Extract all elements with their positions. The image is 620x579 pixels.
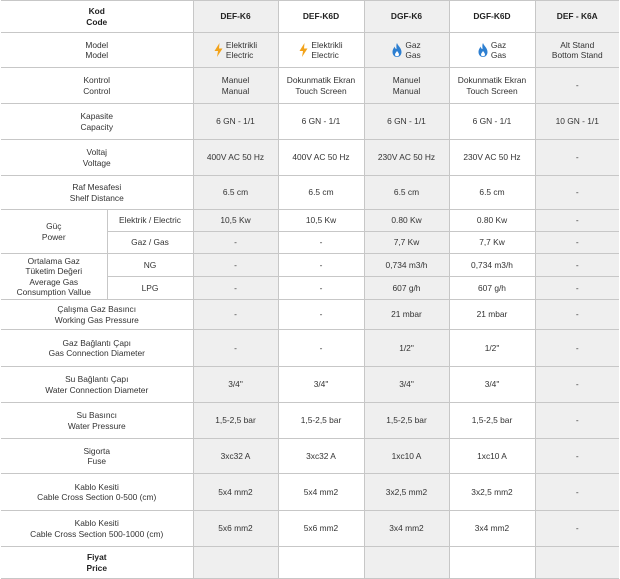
row-label-en: Cable Cross Section 500-1000 (cm) bbox=[30, 528, 164, 539]
water-pressure-label-cell bbox=[1, 403, 193, 439]
shelf-cell-1: 6.5 cm bbox=[193, 176, 278, 210]
gas-flame-icon bbox=[392, 43, 402, 57]
row-label-line: Consumption Vallue bbox=[16, 287, 91, 297]
voltage-cell-5: - bbox=[535, 140, 619, 176]
gas-connection-cell-5: - bbox=[535, 330, 619, 367]
voltage-cell-1: 400V AC 50 Hz bbox=[193, 140, 278, 176]
row-label-tr: Güç bbox=[46, 221, 62, 231]
power-electric-row bbox=[1, 210, 619, 232]
shelf-distance-row bbox=[1, 176, 619, 210]
power-electric-cell-4: 0.80 Kw bbox=[449, 210, 535, 232]
row-label-en: Capacity bbox=[80, 121, 114, 132]
product-header-5: DEF - K6A bbox=[535, 1, 619, 33]
fuse-cell-4: 1xc10 A bbox=[449, 439, 535, 474]
gas-pressure-cell-4: 21 mbar bbox=[449, 300, 535, 330]
model-line-1: Gaz bbox=[490, 39, 507, 50]
power-label-cell bbox=[1, 210, 107, 254]
product-header-1: DEF-K6 bbox=[193, 1, 278, 33]
gas-connection-cell-4: 1/2" bbox=[449, 330, 535, 367]
lightning-bolt-icon bbox=[299, 43, 308, 57]
power-gas-cell-1: - bbox=[193, 232, 278, 254]
model-line-1: Gaz bbox=[405, 39, 421, 50]
voltage-row bbox=[1, 140, 619, 176]
avg-gas-sub-label-lpg: LPG bbox=[107, 277, 193, 300]
row-label-tr: Fiyat bbox=[86, 552, 107, 562]
price-row bbox=[1, 547, 619, 579]
product-header-4: DGF-K6D bbox=[449, 1, 535, 33]
shelf-cell-3: 6.5 cm bbox=[364, 176, 449, 210]
row-label-tr: Su Basıncı bbox=[76, 410, 117, 420]
ng-cell-3: 0,734 m3/h bbox=[364, 254, 449, 277]
value-line-2: Touch Screen bbox=[466, 85, 518, 96]
lightning-bolt-icon bbox=[214, 43, 223, 57]
water-connection-cell-4: 3/4" bbox=[449, 367, 535, 403]
cable-1000-cell-2: 5x6 mm2 bbox=[278, 511, 364, 547]
shelf-label-cell bbox=[1, 176, 193, 210]
model-line-2: Electric bbox=[311, 50, 339, 60]
capacity-cell-4: 6 GN - 1/1 bbox=[449, 104, 535, 140]
ng-cell-4: 0,734 m3/h bbox=[449, 254, 535, 277]
model-line-1: Elektrikli bbox=[225, 39, 258, 50]
avg-gas-sub-label-ng: NG bbox=[107, 254, 193, 277]
control-row bbox=[1, 68, 619, 104]
water-connection-cell-5: - bbox=[535, 367, 619, 403]
cable-1000-cell-1: 5x6 mm2 bbox=[193, 511, 278, 547]
shelf-cell-2: 6.5 cm bbox=[278, 176, 364, 210]
gas-connection-cell-1: - bbox=[193, 330, 278, 367]
fuse-cell-3: 1xc10 A bbox=[364, 439, 449, 474]
model-cell-1 bbox=[193, 33, 278, 68]
power-electric-cell-3: 0.80 Kw bbox=[364, 210, 449, 232]
row-label-tr: Voltaj bbox=[86, 147, 107, 157]
model-line-2: Gas bbox=[490, 50, 507, 60]
value-line-1: Dokunmatik Ekran bbox=[286, 75, 356, 85]
lpg-cell-3: 607 g/h bbox=[364, 277, 449, 300]
power-electric-cell-2: 10,5 Kw bbox=[278, 210, 364, 232]
power-sub-label-gas: Gaz / Gas bbox=[107, 232, 193, 254]
gas-connection-label-cell bbox=[1, 330, 193, 367]
control-label-cell bbox=[1, 68, 193, 104]
fuse-cell-2: 3xc32 A bbox=[278, 439, 364, 474]
gas-connection-cell-3: 1/2" bbox=[364, 330, 449, 367]
power-gas-cell-2: - bbox=[278, 232, 364, 254]
cable-500-cell-3: 3x2,5 mm2 bbox=[364, 474, 449, 511]
price-cell-5 bbox=[535, 547, 619, 579]
gas-pressure-row bbox=[1, 300, 619, 330]
cable-500-cell-5: - bbox=[535, 474, 619, 511]
gas-pressure-cell-3: 21 mbar bbox=[364, 300, 449, 330]
voltage-label-cell bbox=[1, 140, 193, 176]
power-gas-cell-3: 7,7 Kw bbox=[364, 232, 449, 254]
code-header-cell bbox=[1, 1, 193, 33]
header-row bbox=[1, 1, 619, 33]
shelf-cell-5: - bbox=[535, 176, 619, 210]
avg-gas-label-cell bbox=[1, 254, 107, 300]
row-label-en: Water Connection Diameter bbox=[45, 384, 149, 395]
water-connection-cell-1: 3/4" bbox=[193, 367, 278, 403]
model-line-1: Alt Stand bbox=[560, 39, 595, 50]
row-label-en: Control bbox=[83, 85, 111, 96]
fuse-cell-5: - bbox=[535, 439, 619, 474]
gas-connection-row bbox=[1, 330, 619, 367]
row-label-en: Voltage bbox=[82, 157, 111, 168]
gas-pressure-label-cell bbox=[1, 300, 193, 330]
power-electric-cell-1: 10,5 Kw bbox=[193, 210, 278, 232]
capacity-label-cell bbox=[1, 104, 193, 140]
cable-1000-cell-4: 3x4 mm2 bbox=[449, 511, 535, 547]
cable-500-label-cell bbox=[1, 474, 193, 511]
capacity-row bbox=[1, 104, 619, 140]
cable-500-cell-1: 5x4 mm2 bbox=[193, 474, 278, 511]
row-label-en: Water Pressure bbox=[67, 420, 126, 431]
model-line-2: Electric bbox=[225, 50, 254, 60]
model-line-1: Elektrikli bbox=[311, 39, 343, 50]
product-header-2: DEF-K6D bbox=[278, 1, 364, 33]
gas-pressure-cell-5: - bbox=[535, 300, 619, 330]
lpg-cell-4: 607 g/h bbox=[449, 277, 535, 300]
lpg-cell-5: - bbox=[535, 277, 619, 300]
water-connection-row bbox=[1, 367, 619, 403]
row-label-tr: Raf Mesafesi bbox=[72, 182, 122, 192]
ng-cell-2: - bbox=[278, 254, 364, 277]
cable-1000-cell-5: - bbox=[535, 511, 619, 547]
model-line-2: Gas bbox=[405, 50, 421, 60]
cable-1000-row bbox=[1, 511, 619, 547]
row-label-tr: Model bbox=[85, 39, 109, 50]
fuse-row bbox=[1, 439, 619, 474]
control-cell-1 bbox=[193, 68, 278, 104]
gas-pressure-cell-1: - bbox=[193, 300, 278, 330]
model-label-cell bbox=[1, 33, 193, 68]
row-label-line: Tüketim Değeri bbox=[25, 266, 83, 276]
row-label-line: Ortalama Gaz bbox=[27, 255, 80, 266]
cable-500-cell-4: 3x2,5 mm2 bbox=[449, 474, 535, 511]
model-row bbox=[1, 33, 619, 68]
voltage-cell-3: 230V AC 50 Hz bbox=[364, 140, 449, 176]
voltage-cell-2: 400V AC 50 Hz bbox=[278, 140, 364, 176]
capacity-cell-2: 6 GN - 1/1 bbox=[278, 104, 364, 140]
water-connection-label-cell bbox=[1, 367, 193, 403]
avg-gas-ng-row bbox=[1, 254, 619, 277]
cable-1000-cell-3: 3x4 mm2 bbox=[364, 511, 449, 547]
shelf-cell-4: 6.5 cm bbox=[449, 176, 535, 210]
row-label-en: Gas Connection Diameter bbox=[48, 348, 145, 358]
value-line-1: Dokunmatik Ekran bbox=[457, 75, 527, 85]
fuse-cell-1: 3xc32 A bbox=[193, 439, 278, 474]
row-label-en: Shelf Distance bbox=[69, 192, 124, 203]
model-line-2: Bottom Stand bbox=[551, 50, 603, 60]
gas-connection-cell-2: - bbox=[278, 330, 364, 367]
value-line-1: Manuel bbox=[221, 75, 250, 85]
capacity-cell-1: 6 GN - 1/1 bbox=[193, 104, 278, 140]
row-label-en: Working Gas Pressure bbox=[54, 314, 139, 325]
control-cell-3 bbox=[364, 68, 449, 104]
lpg-cell-2: - bbox=[278, 277, 364, 300]
water-pressure-cell-4: 1,5-2,5 bar bbox=[449, 403, 535, 439]
model-cell-3 bbox=[364, 33, 449, 68]
spec-table bbox=[1, 0, 619, 579]
power-gas-cell-5: - bbox=[535, 232, 619, 254]
capacity-cell-5: 10 GN - 1/1 bbox=[535, 104, 619, 140]
water-pressure-cell-3: 1,5-2,5 bar bbox=[364, 403, 449, 439]
power-sub-label-electric: Elektrik / Electric bbox=[107, 210, 193, 232]
water-pressure-cell-1: 1,5-2,5 bar bbox=[193, 403, 278, 439]
row-label-tr: Gaz Bağlantı Çapı bbox=[62, 337, 131, 348]
gas-flame-icon bbox=[478, 43, 488, 57]
row-label-tr: Kablo Kesiti bbox=[74, 518, 119, 528]
water-pressure-cell-5: - bbox=[535, 403, 619, 439]
value-line-1: - bbox=[575, 80, 579, 91]
water-pressure-row bbox=[1, 403, 619, 439]
row-label-en: Cable Cross Section 0-500 (cm) bbox=[37, 492, 157, 502]
model-cell-5 bbox=[535, 33, 619, 68]
code-label-en: Code bbox=[86, 16, 108, 27]
gas-pressure-cell-2: - bbox=[278, 300, 364, 330]
row-label-tr: Su Bağlantı Çapı bbox=[65, 374, 129, 384]
price-cell-1 bbox=[193, 547, 278, 579]
cable-1000-label-cell bbox=[1, 511, 193, 547]
row-label-en: Power bbox=[41, 231, 66, 242]
lpg-cell-1: - bbox=[193, 277, 278, 300]
model-cell-2 bbox=[278, 33, 364, 68]
product-header-3: DGF-K6 bbox=[364, 1, 449, 33]
control-cell-4 bbox=[449, 68, 535, 104]
fuse-label-cell bbox=[1, 439, 193, 474]
row-label-tr: Kablo Kesiti bbox=[74, 481, 119, 492]
row-label-tr: Çalışma Gaz Basıncı bbox=[57, 304, 137, 314]
model-cell-4 bbox=[449, 33, 535, 68]
cable-500-row bbox=[1, 474, 619, 511]
water-connection-cell-2: 3/4" bbox=[278, 367, 364, 403]
row-label-tr: Kapasite bbox=[80, 111, 114, 121]
price-cell-3 bbox=[364, 547, 449, 579]
value-line-2: Manual bbox=[392, 85, 421, 96]
price-label-cell bbox=[1, 547, 193, 579]
power-electric-cell-5: - bbox=[535, 210, 619, 232]
ng-cell-1: - bbox=[193, 254, 278, 277]
ng-cell-5: - bbox=[535, 254, 619, 277]
code-label-tr: Kod bbox=[88, 6, 105, 16]
control-cell-2 bbox=[278, 68, 364, 104]
capacity-cell-3: 6 GN - 1/1 bbox=[364, 104, 449, 140]
row-label-en: Model bbox=[85, 50, 109, 60]
value-line-2: Touch Screen bbox=[295, 85, 347, 96]
power-gas-cell-4: 7,7 Kw bbox=[449, 232, 535, 254]
value-line-2: Manual bbox=[221, 85, 250, 96]
row-label-tr: Kontrol bbox=[83, 75, 111, 85]
price-cell-4 bbox=[449, 547, 535, 579]
row-label-en: Fuse bbox=[87, 456, 107, 466]
price-cell-2 bbox=[278, 547, 364, 579]
cable-500-cell-2: 5x4 mm2 bbox=[278, 474, 364, 511]
control-cell-5 bbox=[535, 68, 619, 104]
voltage-cell-4: 230V AC 50 Hz bbox=[449, 140, 535, 176]
row-label-tr: Sigorta bbox=[83, 445, 111, 456]
water-connection-cell-3: 3/4" bbox=[364, 367, 449, 403]
water-pressure-cell-2: 1,5-2,5 bar bbox=[278, 403, 364, 439]
row-label-line: Average Gas bbox=[29, 276, 79, 287]
row-label-en: Price bbox=[86, 562, 107, 573]
value-line-1: Manuel bbox=[392, 75, 421, 85]
